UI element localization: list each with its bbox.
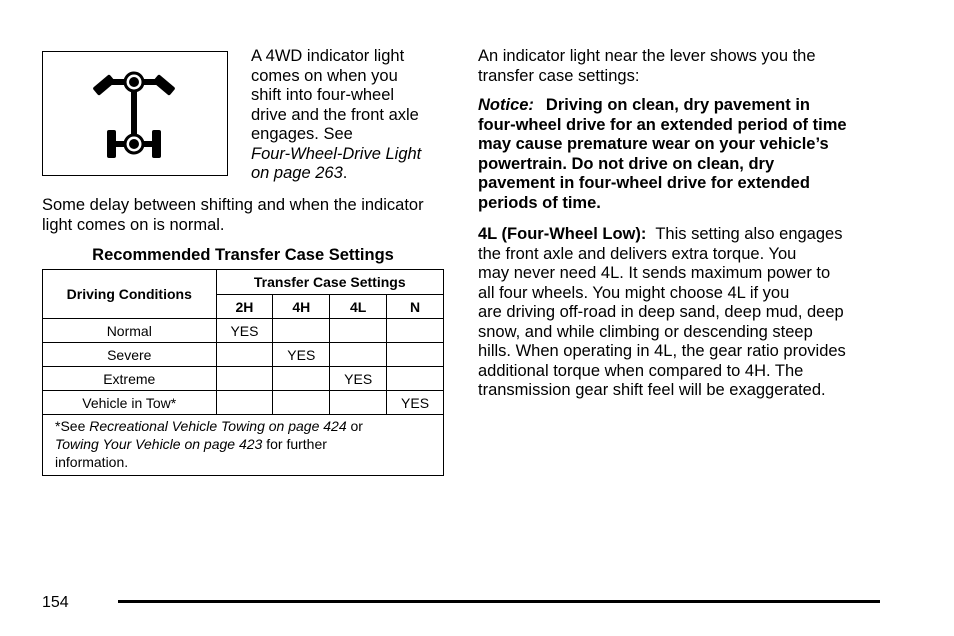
period: . [342, 164, 348, 182]
table-title: Recommended Transfer Case Settings [92, 246, 394, 264]
page-reference[interactable]: on page 263 [251, 164, 343, 182]
setting-cell [216, 367, 273, 391]
footer-rule [118, 600, 880, 603]
setting-cell [387, 367, 444, 391]
setting-cell [273, 391, 330, 415]
setting-cell [330, 319, 387, 343]
table-row [43, 391, 444, 415]
four-wheel-low-section: 4L (Four-Wheel Low): This setting also engages the front axle and delivers extra torque. You may never need 4L. It sends maximum power to all four wheels. You might choose 4L if you are driving off-road in deep sand, deep mud, deep snow, and while climbing or descending steep hills. When operating in 4L, the gear ratio provides additional torque when compared to 4H. The transmission gear shift feel will be exaggerated. [478, 225, 846, 399]
header-4l: 4L [330, 295, 387, 319]
setting-cell [330, 343, 387, 367]
setting-cell [330, 391, 387, 415]
intro-line: shift into four-wheel [251, 86, 395, 104]
setting-cell [387, 319, 444, 343]
setting-cell: YES [330, 367, 387, 391]
header-2h: 2H [216, 295, 273, 319]
setting-cell [273, 367, 330, 391]
setting-cell: YES [216, 319, 273, 343]
setting-cell [387, 343, 444, 367]
header-4h: 4H [273, 295, 330, 319]
indicator-intro [251, 47, 451, 184]
setting-cell: YES [273, 343, 330, 367]
condition-cell: Vehicle in Tow* [43, 391, 217, 415]
setting-cell [273, 319, 330, 343]
setting-cell [216, 343, 273, 367]
condition-cell: Extreme [43, 367, 217, 391]
transfer-case-table [42, 269, 444, 476]
setting-cell: YES [387, 391, 444, 415]
intro-line: comes on when you [251, 66, 398, 85]
header-transfer-case-settings: Transfer Case Settings [216, 270, 443, 295]
condition-cell: Severe [43, 343, 217, 367]
intro-line: drive and the front axle [251, 105, 419, 124]
notice-block: Notice: Driving on clean, dry pavement in four-wheel drive for an extended period of time may cause premature wear on your vehicle’s powertrain. Do not drive on clean, dry pavement in four-wheel drive for extended periods of time. [478, 96, 847, 212]
settings-intro: An indicator light near the lever shows you the transfer case settings: [478, 47, 816, 85]
intro-line: A 4WD indicator light [251, 47, 405, 65]
intro-line: engages. See [251, 125, 353, 143]
notice-label: Notice: [478, 96, 534, 114]
four-wheel-drive-light-reference[interactable]: Four-Wheel-Drive Light [251, 144, 422, 163]
four-wheel-low-label: 4L (Four-Wheel Low): [478, 225, 647, 243]
table-row [43, 319, 444, 343]
setting-cell [216, 391, 273, 415]
table-row [43, 367, 444, 391]
header-driving-conditions: Driving Conditions [43, 270, 217, 319]
4wd-indicator-icon [43, 52, 226, 174]
condition-cell: Normal [43, 319, 217, 343]
header-n: N [387, 295, 444, 319]
towing-your-vehicle-reference[interactable]: Towing Your Vehicle on page 423 [55, 436, 263, 452]
4wd-indicator-figure [42, 51, 228, 176]
table-row [43, 343, 444, 367]
delay-note: Some delay between shifting and when the indicator light comes on is normal. [42, 196, 424, 234]
page-number: 154 [42, 594, 69, 611]
recreational-towing-reference[interactable]: Recreational Vehicle Towing on page 424 [89, 418, 347, 434]
table-footnote: *See Recreational Vehicle Towing on page 424 or Towing Your Vehicle on page 423 for further information. [43, 415, 444, 476]
